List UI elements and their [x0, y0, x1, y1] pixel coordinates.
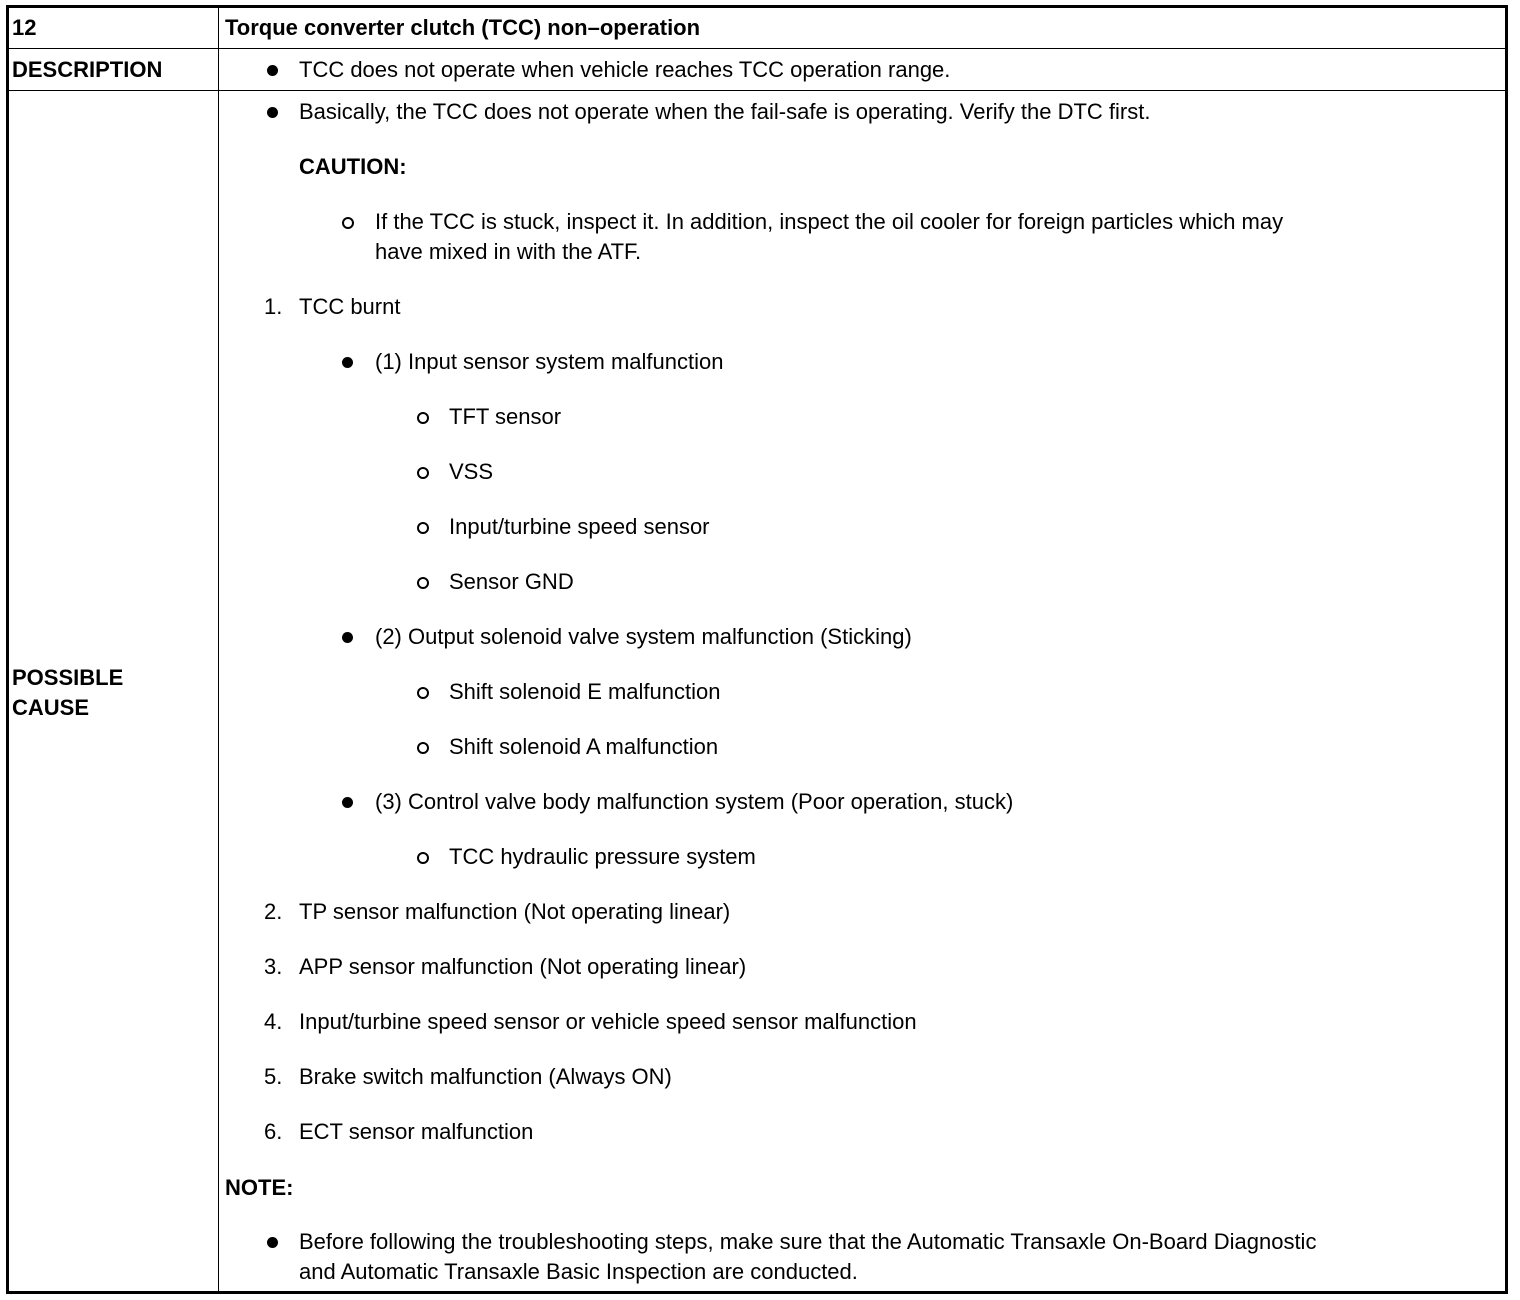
- bullet-icon: [342, 632, 353, 643]
- description-label: DESCRIPTION: [12, 57, 163, 82]
- ring-bullet-icon: [417, 467, 429, 479]
- possible-cause-label: CAUSE: [12, 695, 90, 720]
- sub-item: VSS: [449, 459, 494, 484]
- intro-text: Basically, the TCC does not operate when the fail-safe is operating. Verify the DTC first.: [299, 99, 1151, 124]
- ring-bullet-icon: [417, 522, 429, 534]
- list-item: APP sensor malfunction (Not operating linear): [299, 954, 747, 979]
- bullet-icon: [267, 65, 278, 76]
- sub-item: Shift solenoid E malfunction: [449, 679, 721, 704]
- sub-item: TCC hydraulic pressure system: [449, 844, 756, 869]
- note-label: NOTE:: [225, 1175, 294, 1200]
- ring-bullet-icon: [417, 742, 429, 754]
- subgroup-item: (2) Output solenoid valve system malfunction (Sticking): [375, 624, 912, 649]
- list-item: Input/turbine speed sensor or vehicle speed sensor malfunction: [299, 1009, 917, 1034]
- bullet-icon: [342, 797, 353, 808]
- list-number: 6.: [264, 1119, 283, 1144]
- bullet-icon: [342, 357, 353, 368]
- list-number: 1.: [264, 294, 283, 319]
- list-number: 4.: [264, 1009, 283, 1034]
- subgroup-item: (1) Input sensor system malfunction: [375, 349, 724, 374]
- sub-item: Sensor GND: [449, 569, 574, 594]
- list-item: ECT sensor malfunction: [299, 1119, 534, 1144]
- bullet-icon: [267, 1237, 278, 1248]
- ring-bullet-icon: [417, 577, 429, 589]
- possible-cause-label: POSSIBLE: [12, 665, 124, 690]
- bullet-icon: [267, 107, 278, 118]
- list-item: TCC burnt: [299, 294, 401, 319]
- sub-item: TFT sensor: [449, 404, 562, 429]
- description-text: TCC does not operate when vehicle reaches TCC operation range.: [299, 57, 951, 82]
- caution-text: If the TCC is stuck, inspect it. In addition, inspect the oil cooler for foreign particles which may: [375, 209, 1284, 234]
- note-text: Before following the troubleshooting steps, make sure that the Automatic Transaxle On-Board Diagnostic: [299, 1229, 1317, 1254]
- list-number: 3.: [264, 954, 283, 979]
- note-text: and Automatic Transaxle Basic Inspection are conducted.: [299, 1259, 858, 1284]
- sub-item: Shift solenoid A malfunction: [449, 734, 719, 759]
- ring-bullet-icon: [342, 217, 354, 229]
- ring-bullet-icon: [417, 852, 429, 864]
- row-divider: [9, 90, 1505, 91]
- page-title: Torque converter clutch (TCC) non–operation: [225, 15, 701, 40]
- ring-bullet-icon: [417, 687, 429, 699]
- row-divider: [9, 48, 1505, 49]
- caution-label: CAUTION:: [299, 154, 407, 179]
- list-item: TP sensor malfunction (Not operating linear): [299, 899, 731, 924]
- list-item: Brake switch malfunction (Always ON): [299, 1064, 672, 1089]
- caution-text: have mixed in with the ATF.: [375, 239, 642, 264]
- ring-bullet-icon: [417, 412, 429, 424]
- list-number: 5.: [264, 1064, 283, 1089]
- list-number: 2.: [264, 899, 283, 924]
- row-number: 12: [12, 15, 37, 40]
- sub-item: Input/turbine speed sensor: [449, 514, 710, 539]
- subgroup-item: (3) Control valve body malfunction system (Poor operation, stuck): [375, 789, 1014, 814]
- column-divider: [218, 8, 219, 1291]
